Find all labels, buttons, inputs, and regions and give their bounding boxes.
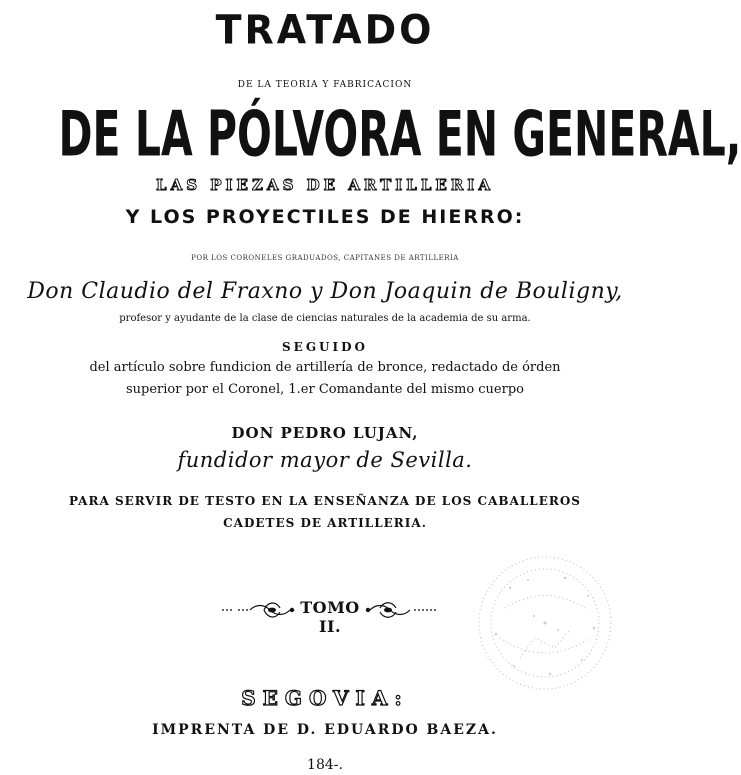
volume-label: TOMO II. — [300, 598, 360, 636]
library-stamp-icon — [470, 548, 620, 698]
authors-role: profesor y ayudante de la clase de ciencias naturales de la academia de su arma. — [119, 313, 531, 324]
authors-intro: POR LOS CORONELES GRADUADOS, CAPITANES DE ARTILLERIA — [191, 254, 459, 262]
don-pedro: DON PEDRO LUJAN, — [231, 424, 419, 442]
authors-names: Don Claudio del Fraxno y Don Joaquin de Bouligny, — [27, 279, 623, 304]
para-line-2: CADETES DE ARTILLERIA. — [223, 516, 427, 530]
book-title: TRATADO — [215, 6, 435, 54]
seguido-heading: SEGUIDO — [282, 340, 368, 354]
main-title: DE LA PÓLVORA EN GENERAL, — [58, 98, 741, 171]
subtitle-small: DE LA TEORIA Y FABRICACION — [237, 80, 413, 90]
articulo-line-1: del artículo sobre fundicion de artillería de bronce, redactado de órden — [89, 360, 561, 375]
publication-year: 184-. — [307, 757, 343, 773]
fundidor-line: fundidor mayor de Sevilla. — [177, 448, 473, 472]
articulo-line-2: superior por el Coronel, 1.er Comandante del mismo cuerpo — [125, 382, 524, 397]
para-line-1: PARA SERVIR DE TESTO EN LA ENSEÑANZA DE LOS CABALLEROS — [69, 494, 581, 508]
line-proyectiles: Y LOS PROYECTILES DE HIERRO: — [125, 206, 525, 228]
line-piezas: LAS PIEZAS DE ARTILLERIA — [156, 176, 494, 194]
printer-line: IMPRENTA DE D. EDUARDO BAEZA. — [152, 722, 498, 738]
place-name: SEGOVIA: — [241, 686, 409, 710]
tomo-ornament — [220, 596, 440, 636]
